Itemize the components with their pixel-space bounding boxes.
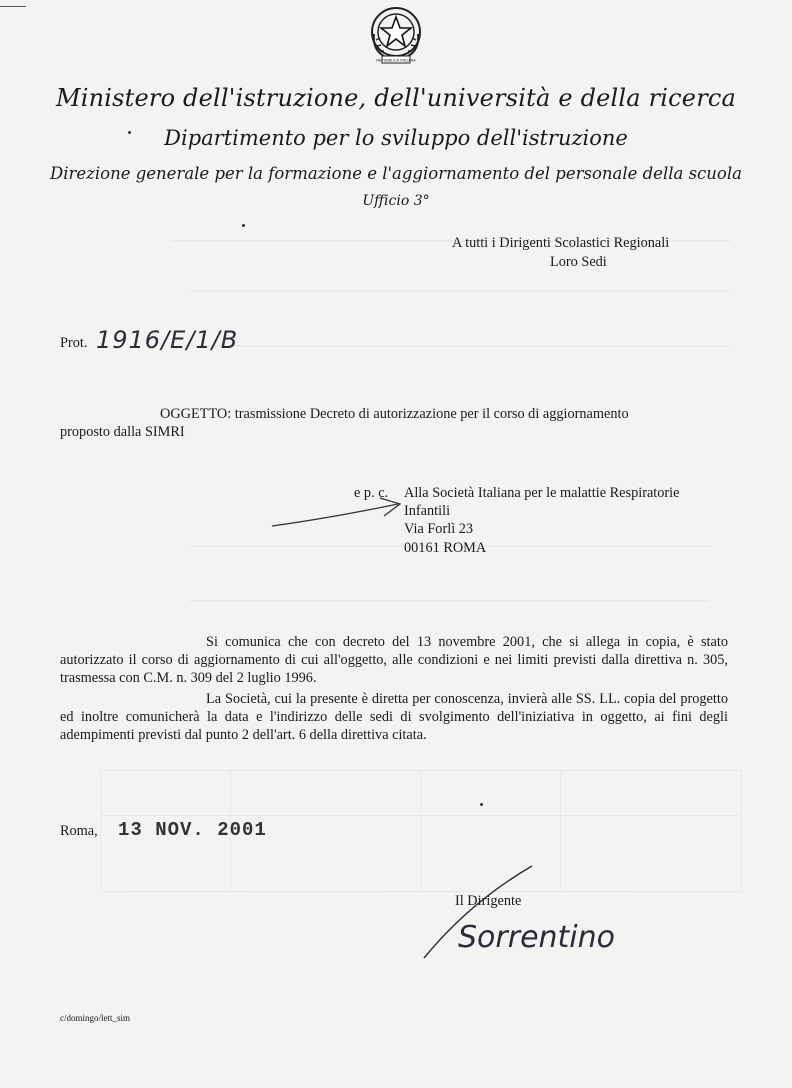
cc-line-2: Infantili xyxy=(404,503,451,519)
body-paragraph-1: Si comunica che con decreto del 13 novembre 2001, che si allega in copia, è stato autorizzato il corso di aggiornamento di cui all'oggetto, alle condizioni e nei limiti previsti dalla direttiva n. 305, trasmessa con C.M. n. 309 del 2 luglio 1996. xyxy=(60,634,728,686)
dust-speck xyxy=(128,131,131,134)
subject-text: trasmissione Decreto di autorizzazione per il corso di aggiornamento xyxy=(234,406,629,422)
hand-drawn-arrow-icon xyxy=(270,494,410,534)
italian-republic-emblem-icon xyxy=(368,4,424,66)
body-paragraph-2: La Società, cui la presente è diretta per conoscenza, invierà alle SS. LL. copia del progetto ed inoltre comunicherà la data e l'indirizzo delle sedi di svolgimento dell'iniziativa in oggetto, ai fini degli adempimenti previsti dal punto 2 dell'art. 6 della direttiva citata. xyxy=(60,691,728,743)
signature-stroke-icon xyxy=(420,862,540,962)
cc-line-1: Alla Società Italiana per le malattie Respiratorie xyxy=(404,485,680,501)
cc-line-4: 00161 ROMA xyxy=(404,540,487,556)
department-heading: Dipartimento per lo sviluppo dell'istruzione xyxy=(164,126,628,150)
protocol-label: Prot. xyxy=(60,335,88,351)
place-label: Roma, xyxy=(60,823,98,839)
directorate-heading: Direzione generale per la formazione e l'aggiornamento del personale della scuola xyxy=(50,164,742,183)
handwritten-signature: Sorrentino xyxy=(458,920,616,955)
subject-text-2: proposto dalla SIMRI xyxy=(60,424,185,440)
subject-line xyxy=(160,405,629,423)
svg-text:REPUBBLICA ITALIANA: REPUBBLICA ITALIANA xyxy=(376,58,416,63)
protocol-number: 1916/E/1/B xyxy=(96,326,239,354)
ministry-heading: Ministero dell'istruzione, dell'università e della ricerca xyxy=(55,84,737,112)
file-path: c/domingo/lett_sim xyxy=(60,1013,130,1023)
subject-label: OGGETTO: xyxy=(160,406,232,422)
recipient-line-2: Loro Sedi xyxy=(550,254,607,270)
dust-speck xyxy=(242,224,245,227)
signatory-title: Il Dirigente xyxy=(455,893,522,909)
office-heading: Ufficio 3° xyxy=(362,193,430,209)
cc-line-3: Via Forlì 23 xyxy=(404,521,474,537)
scan-mark xyxy=(0,6,26,7)
cc-label: e p. c. xyxy=(354,485,389,501)
dust-speck xyxy=(480,803,483,806)
date-stamp: 13 NOV. 2001 xyxy=(118,819,267,841)
recipient-line-1: A tutti i Dirigenti Scolastici Regionali xyxy=(452,235,670,251)
